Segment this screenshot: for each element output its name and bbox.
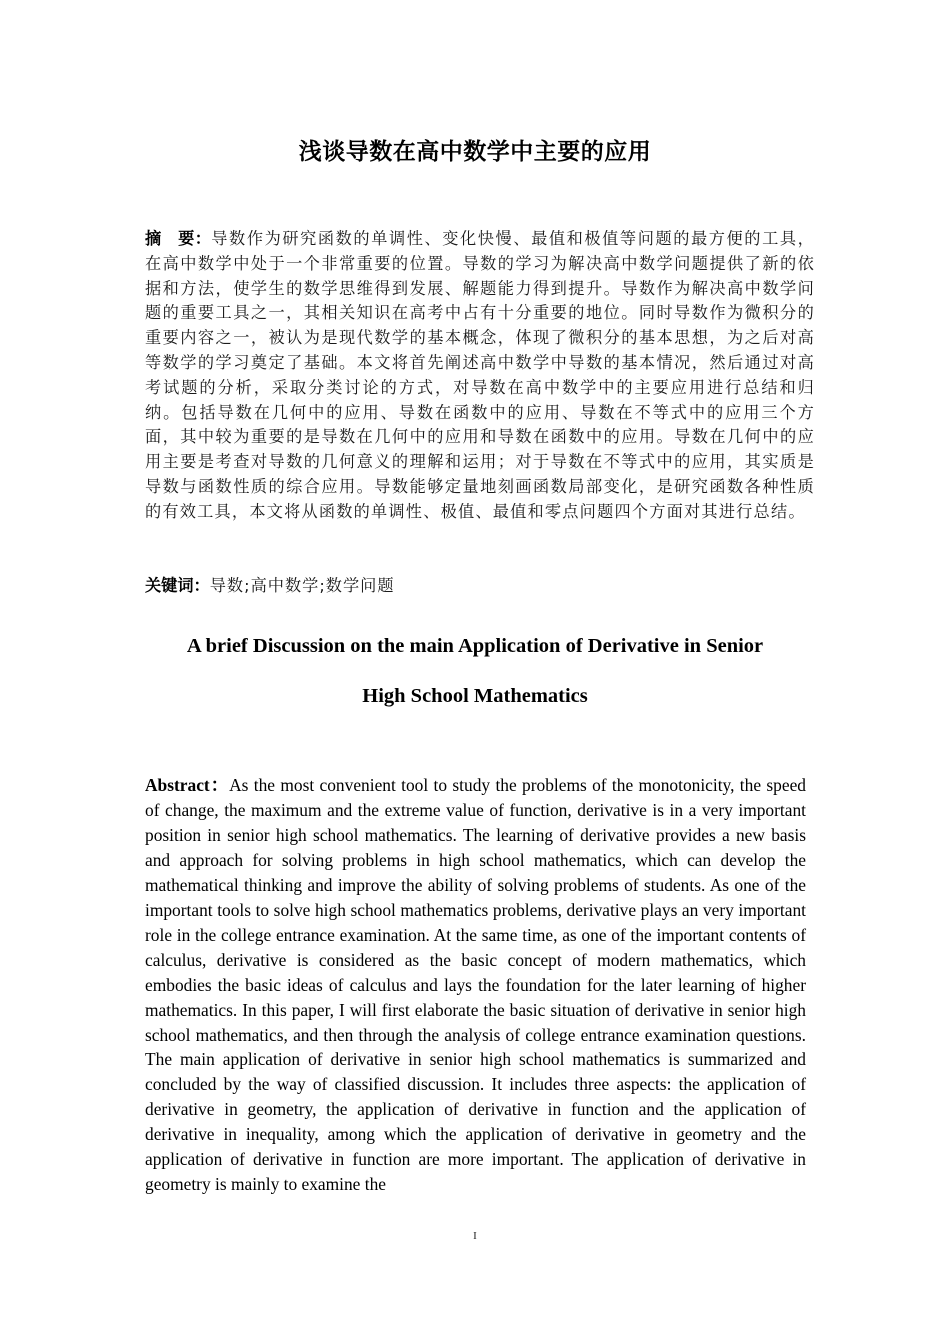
chinese-keywords-text: 导数;高中数学;数学问题: [209, 576, 395, 595]
chinese-abstract-label: 摘 要：: [145, 229, 212, 248]
english-abstract-label: Abstract：: [145, 775, 230, 795]
chinese-keywords-label: 关键词：: [145, 576, 210, 595]
chinese-abstract-text: 导数作为研究函数的单调性、变化快慢、最值和极值等问题的最方便的工具，在高中数学中处于一个非常重要的位置。导数的学习为解决高中数学问题提供了新的依据和方法，使学生的数学思维得到发展、解题能力得到提升。导数作为解决高中数学问题的重要工具之一，其相关知识在高考中占有十分重要的地位。同时导数作为微积分的重要内容之一，被认为是现代数学的基本概念，体现了微积分的基本思想，为之后对高等数学的学习奠定了基础。本文将首先阐述高中数学中导数的基本情况，然后通过对高考试题的分析，采取分类讨论的方式，对导数在高中数学中的主要应用进行总结和归纳。包括导数在几何中的应用、导数在函数中的应用、导数在不等式中的应用三个方面，其中较为重要的是导数在几何中的应用和导数在函数中的应用。导数在几何中的应用主要是考查对导数的几何意义的理解和运用；对于导数在不等式中的应用，其实质是导数与函数性质的综合应用。导数能够定量地刻画函数局部变化，是研究函数各种性质的有效工具，本文将从函数的单调性、极值、最值和零点问题四个方面对其进行总结。: [145, 229, 815, 521]
chinese-keywords: [145, 574, 805, 598]
page-number: I: [473, 1230, 477, 1242]
chinese-title: 浅谈导数在高中数学中主要的应用: [298, 139, 652, 165]
english-title-line-2: High School Mathematics: [362, 685, 588, 707]
chinese-abstract: [145, 227, 815, 525]
english-title-line-1: A brief Discussion on the main Application of Derivative in Senior: [186, 635, 764, 657]
english-abstract-text: As the most convenient tool to study the problems of the monotonicity, the speed of change, the maximum and the extreme value of function, derivative is in a very important position in senior high school mathematics. The learning of derivative provides a new basis and approach for solving problems in high school mathematics, which can develop the mathematical thinking and improve the ability of solving problems of students. As one of the important tools to solve high school mathematics problems, derivative plays an very important role in the college entrance examination. At the same time, as one of the important contents of calculus, derivative is considered as the basic concept of modern mathematics, which embodies the basic ideas of calculus and lays the foundation for the later learning of higher mathematics. In this paper, I will first elaborate the basic situation of derivative in senior high school mathematics, and then through the analysis of college entrance examination questions. The main application of derivative in senior high school mathematics is summarized and concluded by the way of classified discussion. It includes three aspects: the application of derivative in geometry, the application of derivative in function and the application of derivative in inequality, among which the application of derivative in geometry and the application of derivative in function are more important. The application of derivative in geometry is mainly to examine the: [145, 775, 806, 1195]
english-abstract: [145, 773, 806, 1197]
